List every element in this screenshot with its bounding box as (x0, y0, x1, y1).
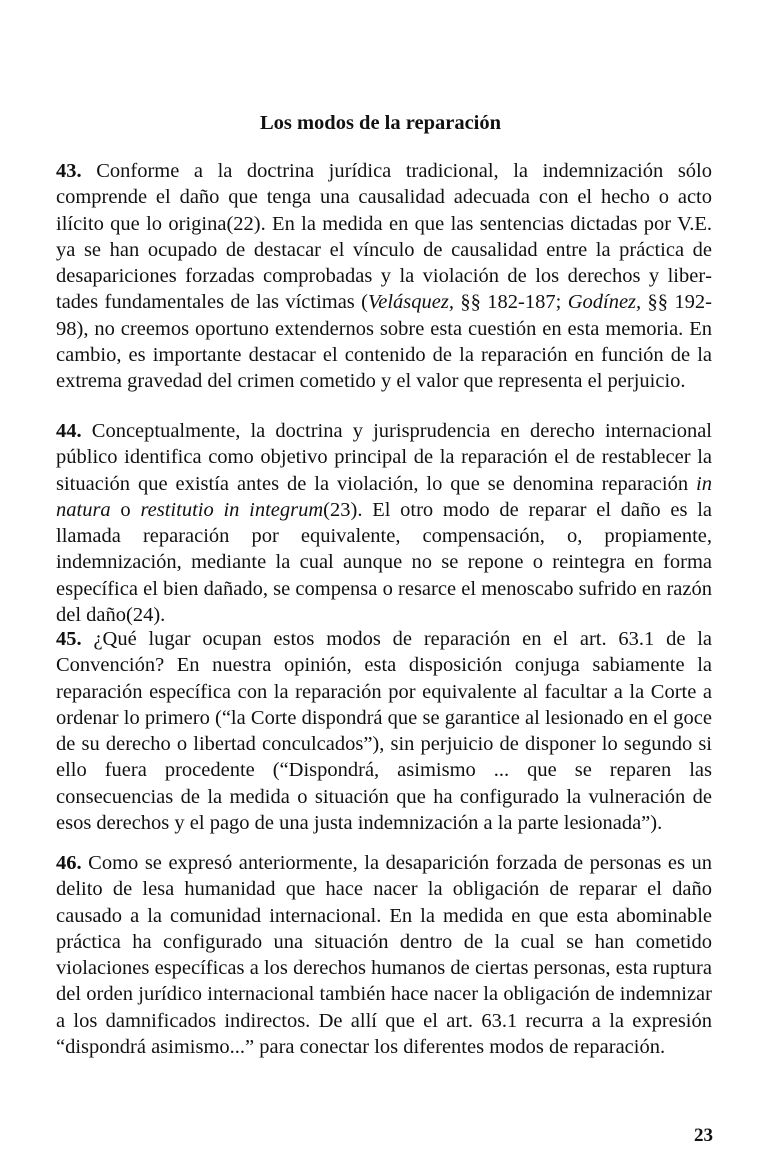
paragraph-text: (23). El otro modo de reparar el daño es la llamada reparación por equivalente, compensación, o, propiamente, indemnización, mediante la cual aunque no se repone o reintegra en forma específica el bien dañado, se compensa o resarce el menoscabo sufrido en razón del daño(24). (56, 498, 712, 627)
paragraph-text: Como se expresó anteriormente, la desaparición forzada de personas es un delito de lesa humanidad que hace nacer la obligación de reparar el daño causado a la comunidad internacional. En la medida en que esta abominable práctica ha configurado una situación dentro de la cual se han cometido violaciones específicas a los derechos humanos de ciertas personas, esta ruptura del orden jurídico internacional también hace nacer la obligación de indemnizar a los damnificados indirectos. De allí que el art. 63.1 recurra a la expresión “dispondrá asimismo...” para conectar los diferentes modos de reparación. (56, 852, 712, 1059)
paragraph-text: ¿Qué lugar ocupan estos modos de reparación en el art. 63.1 de la Convención? En nuestra opinión, esta disposición conjuga sabiamente la reparación específica con la reparación por equivalente al facultar a la Corte a ordenar lo primero (“la Corte dispondrá que se garantice al lesionado en el goce de su derecho o libertad conculcados”), sin perjuicio de disponer lo segundo si ello fuera procedente (“Dispondrá, asimismo ... que se reparen las consecuencias de la medida o situación que ha configurado la vulneración de esos derechos y el pago de una justa indemnización a la parte lesionada”). (56, 628, 713, 835)
paragraph-43 (56, 158, 712, 395)
paragraph-text: o (110, 498, 141, 521)
page-number: 23 (694, 1125, 713, 1146)
paragraph-number: 43. (56, 160, 82, 182)
latin-term-restitutio: restitutio in integrum (140, 498, 324, 521)
paragraph-45 (56, 626, 712, 836)
paragraph-number: 46. (56, 852, 82, 874)
paragraph-number: 44. (56, 420, 82, 442)
paragraph-text: §§ 192-98), no creemos oportuno extendernos sobre esta cuestión en esta memoria. En cambio, es importante destacar el contenido de la reparación en función de la extrema gravedad del crimen cometido y el valor que representa el perjuicio. (56, 291, 712, 393)
paragraph-46 (56, 850, 712, 1060)
paragraph-text: Conceptualmente, la doctrina y jurisprudencia en derecho internacional público identifica como objetivo principal de la reparación el de restablecer la situación que existía antes de la violación, lo que se denomina reparación (56, 420, 712, 495)
paragraph-text: §§ 182-187; (454, 291, 568, 314)
paragraph-44 (56, 418, 712, 628)
latin-term-in-natura: in natura (56, 472, 712, 521)
case-citation-godinez: Godínez, (567, 291, 642, 314)
section-heading: Los modos de la reparación (259, 112, 502, 134)
paragraph-number: 45. (56, 628, 82, 650)
paragraph-text: Conforme a la doctrina jurídica tradicional, la indemnización sólo comprende el daño que tenga una causalidad adecuada con el hecho o acto ilícito que lo origina(22). En la medida en que las sentencias dictadas por V.E. ya se han ocupado de destacar el vínculo de causalidad entre la práctica de desapariciones forzadas comprobadas y la violación de los derechos y libertades fundamentales de las víctimas ( (56, 160, 713, 314)
case-citation-velasquez: Velásquez, (368, 291, 454, 314)
